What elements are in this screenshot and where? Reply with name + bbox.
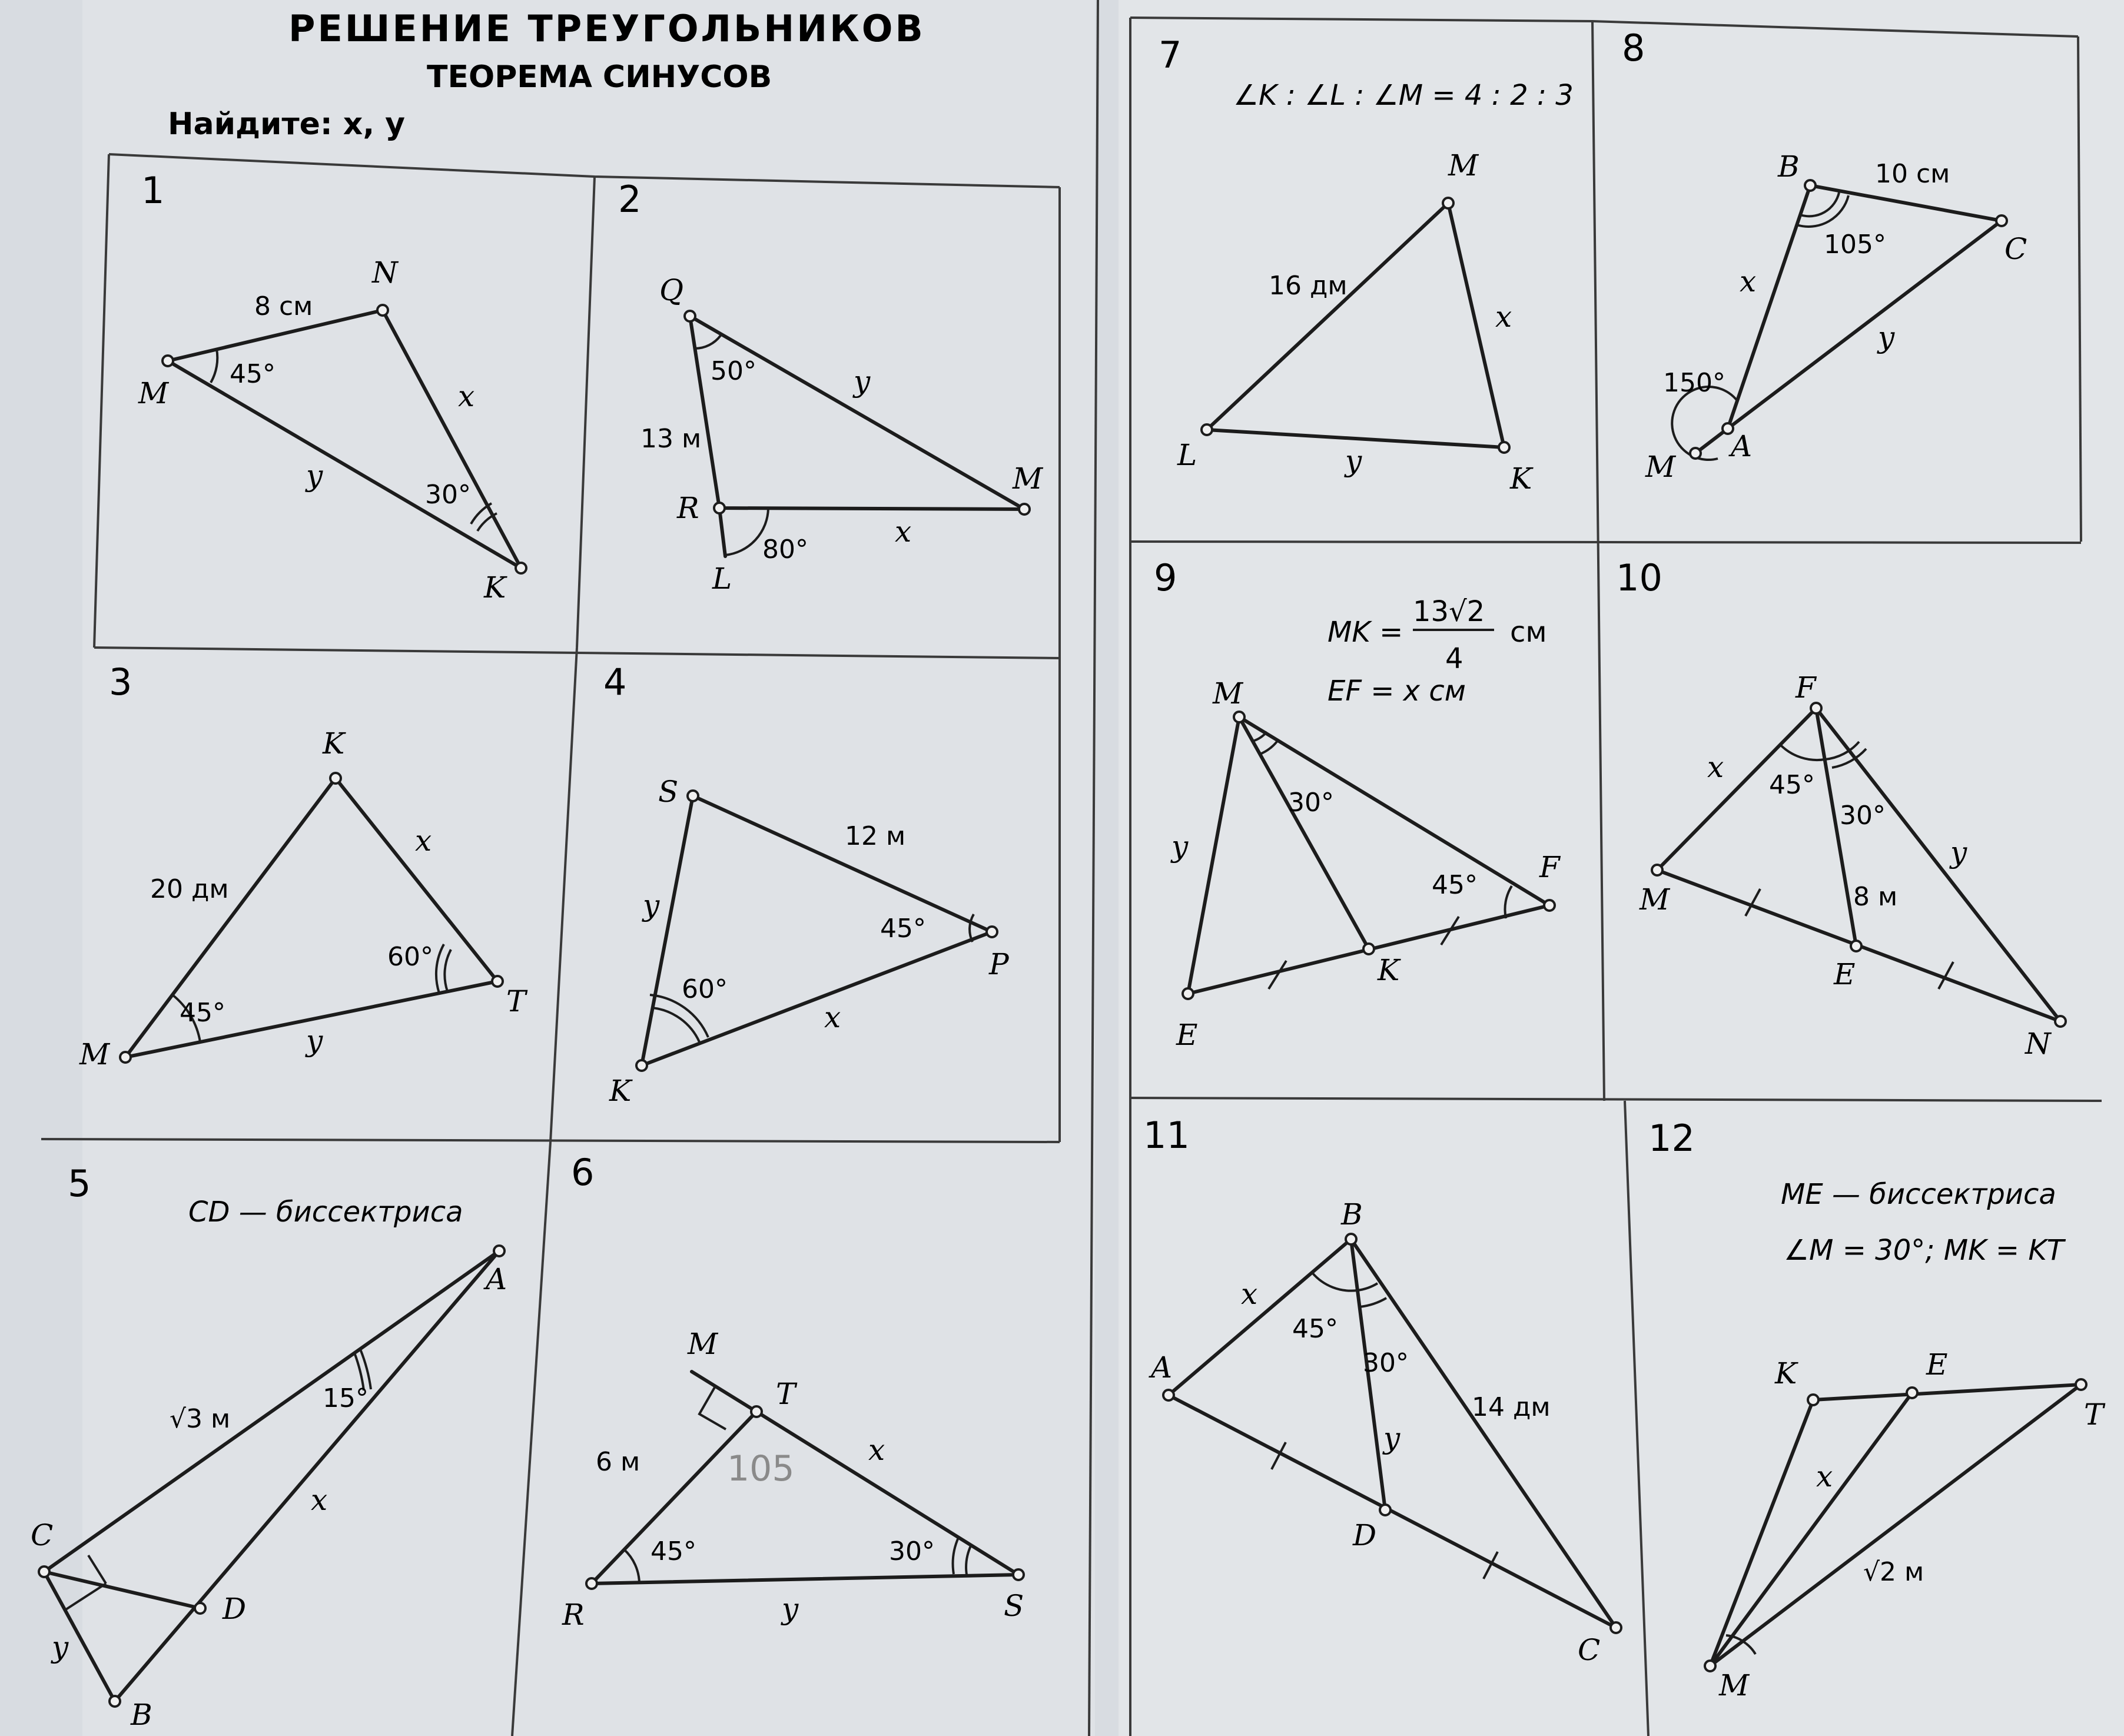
variable-label: y bbox=[1345, 444, 1362, 478]
vertex-label: M bbox=[1719, 1668, 1750, 1702]
angle-label: 50° bbox=[711, 356, 756, 386]
angle-label: 30° bbox=[425, 480, 471, 510]
vertex-label: E bbox=[1176, 1018, 1198, 1052]
vertex-label: F bbox=[1539, 850, 1560, 884]
problem-condition: EF = x см bbox=[1328, 675, 1466, 708]
vertex-label: P bbox=[989, 947, 1009, 981]
vertex-label: K bbox=[1378, 953, 1400, 987]
variable-label: x bbox=[895, 515, 912, 549]
vertex-label: D bbox=[223, 1592, 247, 1626]
vertex-label: F bbox=[1796, 670, 1816, 705]
task-text: Найдите: x, y bbox=[168, 107, 406, 142]
side-label: 16 дм bbox=[1269, 271, 1348, 301]
variable-label: y bbox=[854, 364, 871, 399]
vertex-label: S bbox=[1004, 1589, 1024, 1623]
fraction-denominator: 4 bbox=[1445, 642, 1463, 675]
angle-label: 30° bbox=[1840, 801, 1886, 831]
angle-label: 45° bbox=[1432, 870, 1478, 900]
problem-condition: CD — биссектриса bbox=[188, 1196, 463, 1229]
variable-label: x bbox=[1707, 750, 1724, 784]
vertex-label: R bbox=[562, 1598, 585, 1632]
vertex-label: M bbox=[79, 1037, 110, 1071]
variable-label: y bbox=[643, 888, 660, 922]
variable-label: x bbox=[1241, 1277, 1258, 1311]
vertex-label: K bbox=[484, 570, 506, 605]
vertex-label: C bbox=[1578, 1633, 1601, 1667]
problem-number: 10 bbox=[1616, 556, 1662, 599]
vertex-label: E bbox=[1834, 957, 1856, 991]
vertex-label: L bbox=[712, 562, 732, 596]
vertex-label: M bbox=[1213, 676, 1243, 711]
variable-label: y bbox=[1383, 1421, 1400, 1455]
angle-label: 60° bbox=[387, 942, 433, 972]
variable-label: y bbox=[52, 1630, 69, 1664]
variable-label: x bbox=[1740, 264, 1757, 298]
pencil-note: 105 bbox=[727, 1448, 795, 1489]
vertex-label: K bbox=[609, 1074, 632, 1108]
angle-label: 45° bbox=[1292, 1314, 1338, 1344]
problem-number: 4 bbox=[603, 660, 627, 703]
vertex-label: R bbox=[677, 491, 699, 525]
angle-label: 150° bbox=[1663, 368, 1725, 398]
vertex-label: M bbox=[688, 1327, 718, 1361]
variable-label: x bbox=[868, 1433, 885, 1467]
vertex-label: S bbox=[658, 775, 679, 809]
problem-number: 7 bbox=[1159, 34, 1182, 77]
problem-number: 8 bbox=[1622, 26, 1645, 69]
side-label: √3 м bbox=[170, 1404, 231, 1434]
angle-label: 45° bbox=[880, 914, 926, 944]
angle-label: 45° bbox=[230, 359, 276, 389]
vertex-label: E bbox=[1926, 1347, 1948, 1382]
variable-label: y bbox=[1171, 829, 1189, 864]
vertex-label: T bbox=[506, 984, 526, 1018]
side-label: 10 см bbox=[1875, 159, 1950, 189]
variable-label: x bbox=[415, 824, 432, 858]
vertex-label: B bbox=[1341, 1197, 1363, 1232]
angle-label: 80° bbox=[762, 535, 808, 565]
side-label: 20 дм bbox=[150, 874, 229, 904]
vertex-label: T bbox=[2084, 1398, 2104, 1432]
angle-label: 30° bbox=[1363, 1348, 1409, 1378]
variable-label: x bbox=[1816, 1459, 1833, 1493]
problem-condition: ∠M = 30°; MK = KT bbox=[1784, 1234, 2065, 1267]
vertex-label: A bbox=[1731, 429, 1753, 463]
problem-condition: MK = bbox=[1328, 616, 1403, 649]
angle-label: 30° bbox=[1288, 788, 1334, 818]
problem-number: 11 bbox=[1143, 1114, 1190, 1157]
problem-condition: ME — биссектриса bbox=[1781, 1178, 2056, 1211]
vertex-label: A bbox=[1151, 1350, 1173, 1385]
variable-label: x bbox=[1495, 300, 1512, 334]
side-label: 14 дм bbox=[1472, 1392, 1551, 1422]
vertex-label: M bbox=[1645, 450, 1676, 484]
variable-label: y bbox=[1878, 320, 1895, 354]
problem-number: 12 bbox=[1648, 1117, 1695, 1160]
vertex-label: C bbox=[2004, 232, 2027, 266]
angle-label: 15° bbox=[323, 1383, 369, 1413]
problem-number: 3 bbox=[109, 660, 132, 703]
side-label: √2 м bbox=[1863, 1557, 1924, 1587]
angle-label: 45° bbox=[1769, 770, 1815, 800]
variable-label: x bbox=[458, 379, 475, 413]
vertex-label: K bbox=[1775, 1356, 1797, 1390]
vertex-label: M bbox=[138, 376, 169, 410]
problem-number: 2 bbox=[618, 178, 642, 221]
side-label: 13 м bbox=[640, 424, 702, 454]
vertex-label: K bbox=[1510, 462, 1532, 496]
variable-label: y bbox=[306, 1024, 323, 1058]
unit-label: см bbox=[1510, 616, 1547, 649]
vertex-label: L bbox=[1177, 438, 1197, 472]
variable-label: x bbox=[824, 1000, 841, 1034]
vertex-label: N bbox=[2025, 1027, 2051, 1061]
worksheet-title: РЕШЕНИЕ ТРЕУГОЛЬНИКОВ bbox=[288, 7, 925, 50]
vertex-label: B bbox=[131, 1698, 152, 1732]
side-label: 8 см bbox=[254, 291, 313, 321]
fraction-numerator: 13√2 bbox=[1413, 595, 1485, 628]
vertex-label: M bbox=[1013, 462, 1043, 496]
variable-label: y bbox=[306, 459, 323, 493]
variable-label: y bbox=[1950, 835, 1967, 869]
problem-number: 1 bbox=[141, 169, 165, 212]
vertex-label: K bbox=[323, 726, 345, 761]
problem-condition: ∠K : ∠L : ∠M = 4 : 2 : 3 bbox=[1233, 79, 1574, 112]
angle-label: 45° bbox=[180, 998, 225, 1028]
problem-number: 9 bbox=[1154, 556, 1177, 599]
vertex-label: N bbox=[372, 255, 398, 290]
vertex-label: A bbox=[486, 1262, 507, 1296]
side-label: 6 м bbox=[596, 1447, 640, 1477]
problem-number: 5 bbox=[68, 1162, 91, 1205]
variable-label: x bbox=[311, 1483, 328, 1517]
problem-number: 6 bbox=[571, 1151, 595, 1194]
vertex-label: B bbox=[1778, 150, 1800, 184]
angle-label: 30° bbox=[889, 1536, 935, 1566]
angle-label: 105° bbox=[1824, 230, 1886, 260]
side-label: 12 м bbox=[845, 821, 906, 851]
vertex-label: M bbox=[1640, 882, 1670, 917]
angle-label: 45° bbox=[651, 1536, 696, 1566]
variable-label: y bbox=[782, 1592, 799, 1626]
angle-label: 60° bbox=[682, 974, 728, 1004]
vertex-label: M bbox=[1448, 148, 1479, 182]
vertex-label: D bbox=[1353, 1518, 1377, 1552]
worksheet-subtitle: ТЕОРЕМА СИНУСОВ bbox=[427, 59, 772, 95]
vertex-label: T bbox=[776, 1377, 796, 1411]
vertex-label: Q bbox=[659, 273, 683, 307]
side-label: 8 м bbox=[1853, 882, 1898, 912]
vertex-label: C bbox=[31, 1518, 54, 1552]
